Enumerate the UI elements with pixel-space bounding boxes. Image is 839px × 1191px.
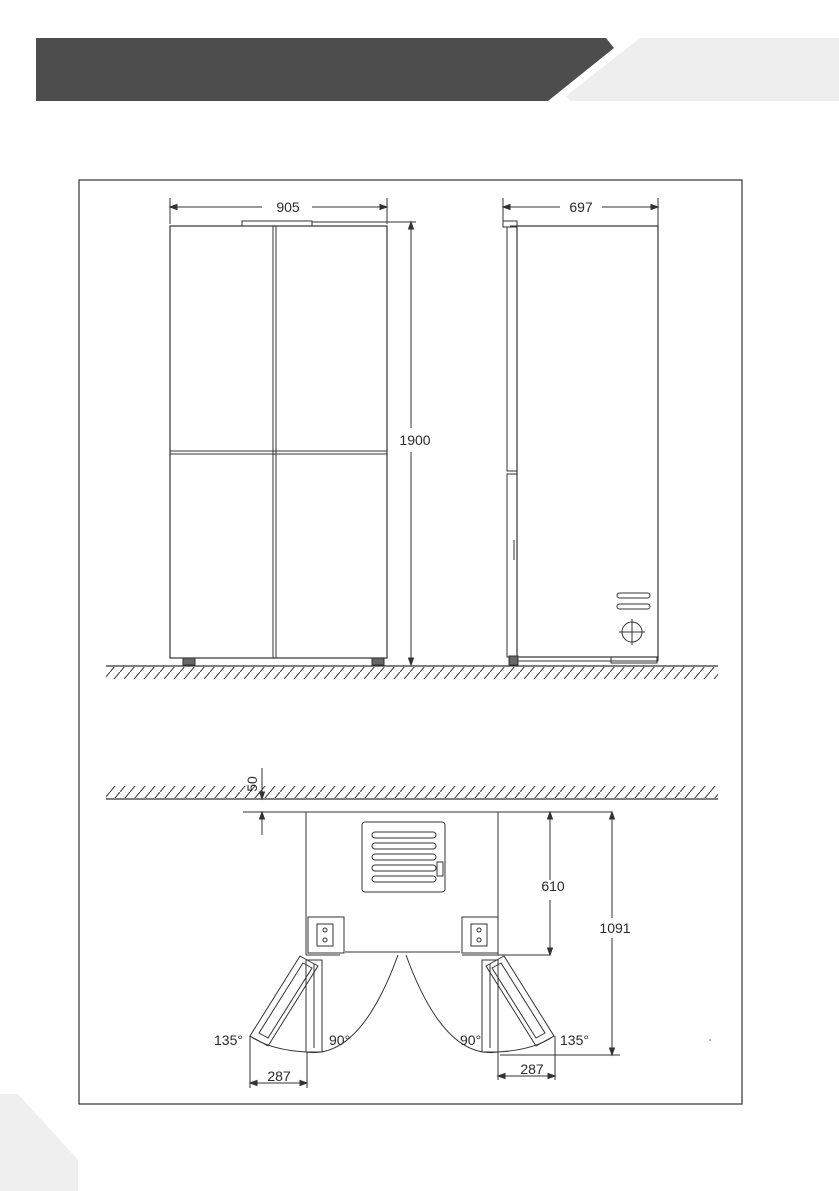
side-view [503, 198, 658, 665]
corner-tab [0, 1094, 78, 1191]
wall [106, 786, 718, 799]
side-depth-dimension: 697 [569, 199, 593, 215]
left-door-angle-label: 90° [329, 1032, 351, 1048]
header-banner [36, 38, 614, 101]
front-height-dimension: 1900 [399, 432, 431, 448]
left-clearance-dimension: 287 [267, 1068, 291, 1084]
right-open-angle-label: 135° [560, 1032, 589, 1048]
body-depth-dimension: 610 [541, 878, 565, 894]
front-view [170, 198, 416, 665]
speck-mark [709, 1039, 711, 1041]
floor [106, 666, 718, 679]
open-depth-dimension: 1091 [599, 920, 631, 936]
left-open-angle-label: 135° [214, 1032, 243, 1048]
wall-gap-dimension: 50 [244, 776, 260, 792]
right-door-angle-label: 90° [460, 1032, 482, 1048]
front-width-dimension: 905 [276, 199, 300, 215]
right-clearance-dimension: 287 [520, 1061, 544, 1077]
